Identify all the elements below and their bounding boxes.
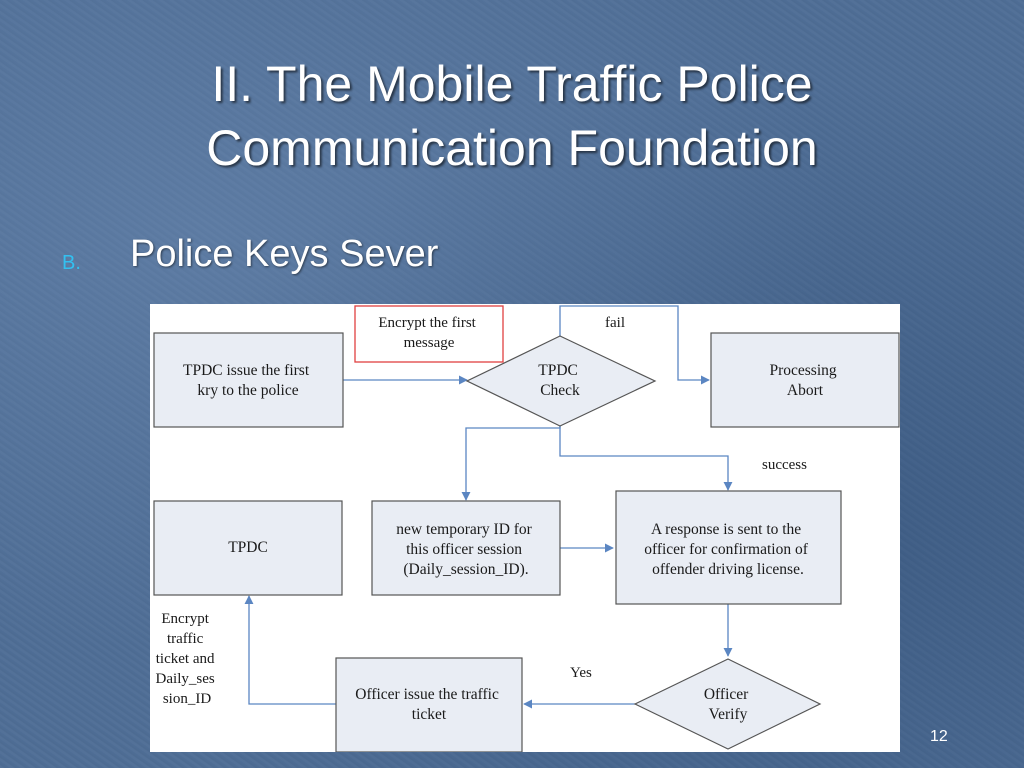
slide-title <box>0 52 1024 180</box>
new-temp-id-label <box>396 521 535 578</box>
yes-label: Yes <box>570 665 592 681</box>
response-label <box>644 521 812 578</box>
encrypt-ticket-line-5: sion_ID <box>162 691 212 707</box>
encrypt-ticket-line-1: Encrypt <box>161 611 209 627</box>
tpdc-issue-line-2: kry to the police <box>197 382 299 399</box>
tpdc-label: TPDC <box>228 539 268 556</box>
tpdc-check-line-1: TPDC <box>538 362 578 379</box>
new-temp-id-line-1: new temporary ID for <box>396 521 532 538</box>
new-temp-id-line-3: (Daily_session_ID). <box>403 561 529 578</box>
encrypt-message-line-2: message <box>403 335 455 351</box>
officer-issue-line-2: ticket <box>411 706 447 723</box>
response-line-2: officer for confirmation of <box>644 541 808 558</box>
success-label: success <box>762 457 807 473</box>
processing-abort-line-1: Processing <box>769 362 837 379</box>
officer-verify-line-1: Officer <box>703 686 749 703</box>
encrypt-ticket-line-4: Daily_ses <box>155 671 215 687</box>
encrypt-ticket-line-2: traffic <box>166 631 204 647</box>
arrow-check-success-to-response <box>560 426 728 490</box>
bullet-marker: B. <box>62 252 81 274</box>
officer-issue-box <box>336 658 522 752</box>
arrow-check-to-new-id <box>466 426 560 500</box>
response-line-1: A response is sent to the <box>650 521 802 538</box>
encrypt-message-line-1: Encrypt the first <box>378 315 476 331</box>
officer-verify-diamond <box>635 659 820 749</box>
flowchart-svg <box>150 304 900 752</box>
officer-verify-line-2: Verify <box>708 706 748 723</box>
processing-abort-line-2: Abort <box>786 382 824 399</box>
title-line-2: Communication Foundation <box>206 120 818 176</box>
tpdc-issue-box <box>154 333 343 427</box>
flowchart-diagram <box>150 304 900 752</box>
fail-label: fail <box>605 315 625 331</box>
bullet-text: Police Keys Sever <box>130 233 439 275</box>
processing-abort-box <box>711 333 899 427</box>
page-number: 12 <box>930 728 948 745</box>
title-line-1: II. The Mobile Traffic Police <box>211 56 813 112</box>
tpdc-issue-line-1: TPDC issue the first <box>182 362 310 379</box>
encrypt-ticket-line-3: ticket and <box>155 651 215 667</box>
encrypt-ticket-label <box>156 611 219 707</box>
tpdc-check-line-2: Check <box>540 382 580 399</box>
new-temp-id-line-2: this officer session <box>406 541 523 558</box>
response-line-3: offender driving license. <box>652 561 804 578</box>
arrow-officer-issue-to-tpdc <box>249 596 336 704</box>
officer-issue-line-1: Officer issue the traffic <box>355 686 499 703</box>
